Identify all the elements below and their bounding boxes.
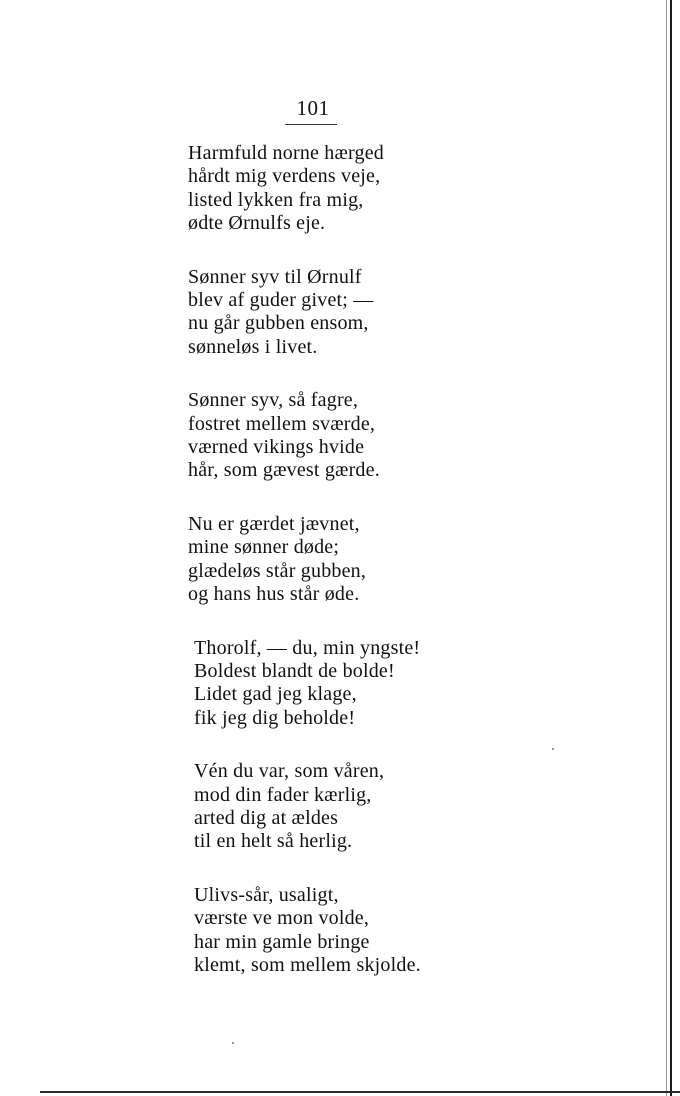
poem-line: sønneløs i livet. bbox=[188, 335, 318, 358]
poem-line: nu går gubben ensom, bbox=[188, 312, 369, 335]
poem-body bbox=[188, 142, 488, 1007]
poem-line: mine sønner døde; bbox=[188, 536, 340, 559]
page-edge-right bbox=[670, 0, 672, 1096]
stanza-7 bbox=[188, 884, 488, 978]
poem-line: Sønner syv til Ørnulf bbox=[188, 265, 362, 288]
stanza-3 bbox=[188, 389, 488, 483]
poem-line: værste ve mon volde, bbox=[194, 907, 370, 930]
page-number: 101 bbox=[296, 96, 330, 120]
poem-line: Boldest blandt de bolde! bbox=[194, 659, 395, 682]
poem-line: mod din fader kærlig, bbox=[194, 783, 372, 806]
stanza-6 bbox=[188, 760, 488, 854]
stanza-1 bbox=[188, 142, 488, 236]
poem-line: Sønner syv, så fagre, bbox=[188, 389, 359, 412]
poem-line: hårdt mig verdens veje, bbox=[188, 165, 381, 188]
poem-line: har min gamle bringe bbox=[194, 930, 370, 953]
poem-line: Ulivs-sår, usaligt, bbox=[194, 883, 339, 906]
poem-line: blev af guder givet; — bbox=[188, 289, 374, 312]
poem-line: fostret mellem sværde, bbox=[188, 412, 376, 435]
poem-line: Vén du var, som våren, bbox=[194, 760, 385, 783]
poem-line: klemt, som mellem skjolde. bbox=[194, 953, 421, 976]
poem-line: Thorolf, — du, min yngste! bbox=[194, 636, 421, 659]
stanza-2 bbox=[188, 266, 488, 360]
poem-line: listed lykken fra mig, bbox=[188, 188, 364, 211]
poem-line: fik jeg dig beholde! bbox=[194, 706, 356, 729]
poem-line: ødte Ørnulfs eje. bbox=[188, 212, 326, 235]
stanza-5 bbox=[188, 637, 488, 731]
poem-line: Nu er gærdet jævnet, bbox=[188, 512, 360, 535]
poem-line: værned vikings hvide bbox=[188, 436, 365, 459]
stanza-4 bbox=[188, 513, 488, 607]
paper-speck bbox=[552, 748, 554, 750]
page-edge-right-shadow bbox=[666, 0, 667, 1096]
poem-line: arted dig at ældes bbox=[194, 806, 339, 829]
paper-speck bbox=[232, 1042, 234, 1044]
poem-line: og hans hus står øde. bbox=[188, 583, 360, 606]
poem-line: glædeløs står gubben, bbox=[188, 559, 367, 582]
page-edge-bottom bbox=[40, 1091, 680, 1093]
poem-line: Lidet gad jeg klage, bbox=[194, 683, 357, 706]
page-number-rule bbox=[285, 124, 337, 125]
poem-line: Harmfuld norne hærged bbox=[188, 142, 385, 164]
poem-line: hår, som gævest gærde. bbox=[188, 459, 380, 482]
poem-line: til en helt så herlig. bbox=[194, 830, 353, 853]
